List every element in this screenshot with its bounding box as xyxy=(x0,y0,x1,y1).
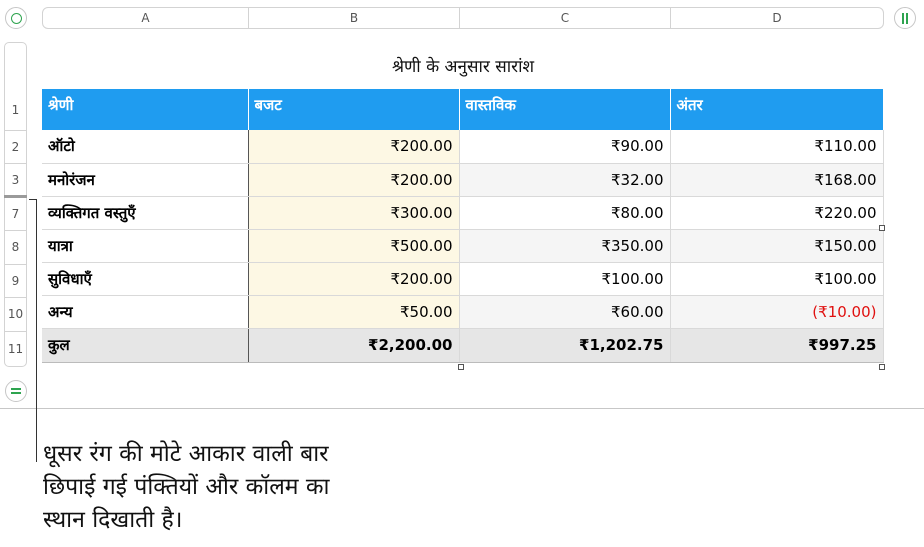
row-header-9[interactable]: 9 xyxy=(11,273,20,288)
row-header-2[interactable]: 2 xyxy=(11,139,20,154)
table-row xyxy=(42,262,883,295)
row-header-7[interactable]: 7 xyxy=(11,207,20,221)
table-title[interactable]: श्रेणी के अनुसार सारांश xyxy=(391,57,535,77)
cell-budget[interactable]: ₹500.00 xyxy=(248,229,459,262)
row-header-10[interactable]: 10 xyxy=(7,307,24,321)
table-row xyxy=(42,130,883,163)
header-category[interactable]: श्रेणी xyxy=(42,89,248,130)
total-actual[interactable]: ₹1,202.75 xyxy=(459,328,670,362)
column-header-a[interactable]: A xyxy=(43,8,249,28)
header-budget[interactable]: बजट xyxy=(248,89,459,130)
select-table-button[interactable] xyxy=(5,7,27,29)
cell-budget[interactable]: ₹200.00 xyxy=(248,262,459,295)
cell-actual[interactable]: ₹80.00 xyxy=(459,196,670,229)
cell-budget[interactable]: ₹200.00 xyxy=(248,130,459,163)
cell-difference-negative[interactable]: (₹10.00) xyxy=(670,295,883,328)
cell-category[interactable]: यात्रा xyxy=(42,229,248,262)
add-row-button[interactable] xyxy=(5,380,27,402)
header-row xyxy=(42,89,883,130)
cell-category[interactable]: मनोरंजन xyxy=(42,163,248,196)
total-budget[interactable]: ₹2,200.00 xyxy=(248,328,459,362)
cell-category[interactable]: ऑटो xyxy=(42,130,248,163)
row-header-1[interactable]: 1 xyxy=(11,102,20,117)
summary-table xyxy=(42,89,884,363)
cell-difference[interactable]: ₹168.00 xyxy=(670,163,883,196)
cell-budget[interactable]: ₹200.00 xyxy=(248,163,459,196)
cell-actual[interactable]: ₹90.00 xyxy=(459,130,670,163)
cell-category[interactable]: अन्य xyxy=(42,295,248,328)
callout-text: धूसर रंग की मोटे आकार वाली बार छिपाई गई पंक्तियों और कॉलम का स्थान दिखाती है। xyxy=(43,441,330,533)
canvas-divider xyxy=(0,408,924,409)
cell-actual[interactable]: ₹100.00 xyxy=(459,262,670,295)
cell-difference[interactable]: ₹100.00 xyxy=(670,262,883,295)
table-row xyxy=(42,196,883,229)
circle-icon xyxy=(11,13,22,24)
cell-actual[interactable]: ₹32.00 xyxy=(459,163,670,196)
cell-actual[interactable]: ₹350.00 xyxy=(459,229,670,262)
column-header-bar xyxy=(42,7,884,29)
header-difference[interactable]: अंतर xyxy=(670,89,883,130)
header-actual[interactable]: वास्तविक xyxy=(459,89,670,130)
column-header-b[interactable]: B xyxy=(249,8,460,28)
column-header-c[interactable]: C xyxy=(460,8,671,28)
cell-actual[interactable]: ₹60.00 xyxy=(459,295,670,328)
resize-handle-right[interactable] xyxy=(879,225,885,231)
total-row xyxy=(42,328,883,362)
add-column-button[interactable] xyxy=(894,7,916,29)
table-row xyxy=(42,163,883,196)
table-row xyxy=(42,295,883,328)
resize-handle-corner[interactable] xyxy=(879,364,885,370)
cell-budget[interactable]: ₹50.00 xyxy=(248,295,459,328)
column-header-d[interactable]: D xyxy=(772,11,782,25)
row-header-8[interactable]: 8 xyxy=(11,240,20,254)
row-header-3[interactable]: 3 xyxy=(11,172,20,187)
cell-difference[interactable]: ₹220.00 xyxy=(670,196,883,229)
cell-category[interactable]: सुविधाएँ xyxy=(42,262,248,295)
cell-difference[interactable]: ₹150.00 xyxy=(670,229,883,262)
resize-handle-bottom[interactable] xyxy=(458,364,464,370)
column-handle-icon xyxy=(902,13,908,24)
row-header-11[interactable]: 11 xyxy=(7,342,24,356)
table-row xyxy=(42,229,883,262)
total-difference[interactable]: ₹997.25 xyxy=(670,328,883,362)
cell-difference[interactable]: ₹110.00 xyxy=(670,130,883,163)
row-handle-icon xyxy=(11,388,21,394)
cell-category[interactable]: व्यक्तिगत वस्तुएँ xyxy=(42,196,248,229)
cell-budget[interactable]: ₹300.00 xyxy=(248,196,459,229)
total-label[interactable]: कुल xyxy=(42,328,248,362)
callout-line xyxy=(36,200,37,462)
